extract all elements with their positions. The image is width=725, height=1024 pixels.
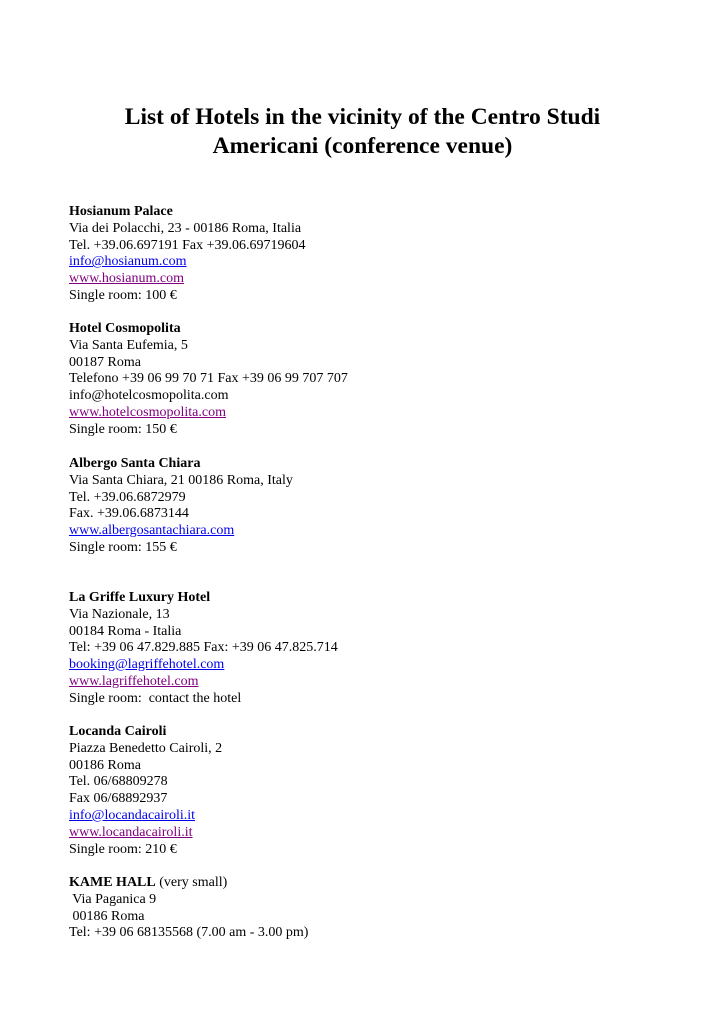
hotel-price: Single room: 210 € xyxy=(69,841,177,857)
hotel-address: Piazza Benedetto Cairoli, 2 xyxy=(69,740,223,756)
hotel-name-line xyxy=(69,875,689,892)
hotel-name: Locanda Cairoli xyxy=(69,724,167,739)
hotel-name-note: (very small) xyxy=(155,875,228,890)
hotel-website-link[interactable]: www.albergosantachiara.com xyxy=(69,523,235,539)
hotel-phone: Telefono +39 06 99 70 71 Fax +39 06 99 707 707 xyxy=(69,371,348,387)
hotel-name: Albergo Santa Chiara xyxy=(69,456,201,471)
hotel-entry-kame-hall xyxy=(69,875,689,942)
page-title xyxy=(0,103,725,161)
hotel-website-link[interactable]: www.locandacairoli.it xyxy=(69,824,193,840)
hotel-fax: Fax. +39.06.6873144 xyxy=(69,506,189,522)
hotel-entry-locanda-cairoli xyxy=(69,724,689,858)
hotel-website-link[interactable]: www.hotelcosmopolita.com xyxy=(69,404,226,420)
hotel-price: Single room: 155 € xyxy=(69,539,177,555)
hotel-price: Single room: 100 € xyxy=(69,287,177,303)
hotel-phone: Tel. +39.06.697191 Fax +39.06.69719604 xyxy=(69,237,306,253)
hotel-price: Single room: contact the hotel xyxy=(69,690,242,706)
hotel-email-link[interactable]: booking@lagriffehotel.com xyxy=(69,657,225,673)
title-line-1: List of Hotels in the vicinity of the Centro Studi xyxy=(124,104,601,130)
hotel-address: Via Santa Eufemia, 5 xyxy=(69,337,188,353)
hotel-name: Hotel Cosmopolita xyxy=(69,321,181,336)
hotel-city: 00184 Roma - Italia xyxy=(69,623,182,639)
hotel-phone: Tel: +39 06 47.829.885 Fax: +39 06 47.825.714 xyxy=(69,640,338,656)
hotel-address: Via Santa Chiara, 21 00186 Roma, Italy xyxy=(69,472,293,488)
hotel-email: info@hotelcosmopolita.com xyxy=(69,388,229,404)
hotel-website-link[interactable]: www.hosianum.com xyxy=(69,271,184,287)
hotel-name: KAME HALL xyxy=(69,875,156,890)
hotel-fax: Fax 06/68892937 xyxy=(69,791,168,807)
hotel-name: La Griffe Luxury Hotel xyxy=(69,590,211,605)
hotel-phone: Tel. +39.06.6872979 xyxy=(69,489,186,505)
hotel-address: Via Paganica 9 xyxy=(69,891,157,907)
hotel-price: Single room: 150 € xyxy=(69,421,177,437)
hotel-website-link[interactable]: www.lagriffehotel.com xyxy=(69,673,199,689)
title-line-2: Americani (conference venue) xyxy=(212,133,513,159)
hotel-entry-santa-chiara xyxy=(69,456,689,557)
hotel-name: Hosianum Palace xyxy=(69,204,173,219)
hotel-address: Via dei Polacchi, 23 - 00186 Roma, Italia xyxy=(69,220,302,236)
hotel-phone: Tel: +39 06 68135568 (7.00 am - 3.00 pm) xyxy=(69,925,309,941)
hotel-city: 00186 Roma xyxy=(69,908,145,924)
hotel-entry-cosmopolita xyxy=(69,321,689,439)
hotel-city: 00186 Roma xyxy=(69,757,141,773)
hotel-phone: Tel. 06/68809278 xyxy=(69,774,168,790)
hotel-entry-la-griffe xyxy=(69,590,689,708)
hotel-city: 00187 Roma xyxy=(69,354,141,370)
hotel-email-link[interactable]: info@locandacairoli.it xyxy=(69,807,196,823)
hotel-email-link[interactable]: info@hosianum.com xyxy=(69,254,187,270)
hotel-entry-hosianum xyxy=(69,204,689,305)
hotel-address: Via Nazionale, 13 xyxy=(69,606,170,622)
